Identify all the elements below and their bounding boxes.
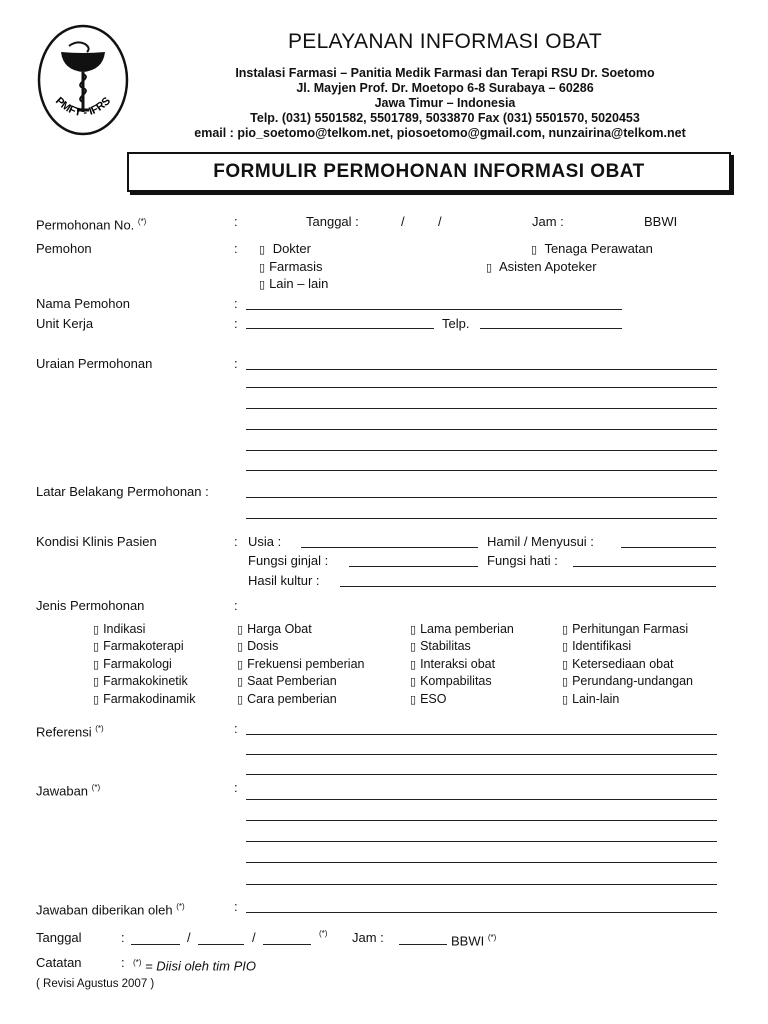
checkbox-icon: ▯ <box>562 641 569 653</box>
jenis-option[interactable]: ▯ Farmakodinamik <box>93 692 196 706</box>
jawaban-line[interactable] <box>246 841 717 842</box>
hamil-label: Hamil / Menyusui : <box>487 534 594 549</box>
latar-line[interactable] <box>246 518 717 519</box>
option-dokter[interactable]: ▯ Dokter <box>259 241 311 256</box>
date-slash: / <box>252 930 256 945</box>
checkbox-icon: ▯ <box>486 262 493 274</box>
nama-pemohon-line[interactable] <box>246 309 622 310</box>
pemohon-label: Pemohon <box>36 241 92 256</box>
checkbox-icon: ▯ <box>93 676 100 688</box>
jawaban-line[interactable] <box>246 820 717 821</box>
referensi-line[interactable] <box>246 754 717 755</box>
jam-label: Jam : <box>532 214 564 229</box>
jawaban-line[interactable] <box>246 862 717 863</box>
usia-label: Usia : <box>248 534 282 549</box>
nama-pemohon-label: Nama Pemohon <box>36 296 130 311</box>
checkbox-icon: ▯ <box>531 244 538 256</box>
bbwi2-label: BBWI (*) <box>451 933 497 949</box>
checkbox-icon: ▯ <box>410 676 417 688</box>
option-tenaga-perawatan[interactable]: ▯ Tenaga Perawatan <box>531 241 653 256</box>
hamil-line[interactable] <box>621 547 716 548</box>
colon: : <box>234 780 238 795</box>
colon: : <box>234 316 238 331</box>
unit-kerja-label: Unit Kerja <box>36 316 94 331</box>
jam-line[interactable] <box>399 944 447 945</box>
jam2-label: Jam : <box>352 930 384 945</box>
tanggal2-label: Tanggal <box>36 930 82 945</box>
permohonan-no-label: Permohonan No. (*) <box>36 217 147 233</box>
checkbox-icon: ▯ <box>562 624 569 636</box>
colon: : <box>234 899 238 914</box>
jenis-option[interactable]: ▯ Lama pemberian <box>410 622 514 636</box>
jenis-option[interactable]: ▯ Farmakokinetik <box>93 674 188 688</box>
referensi-label: Referensi (*) <box>36 724 104 740</box>
jenis-option[interactable]: ▯ Ketersediaan obat <box>562 657 674 671</box>
form-title: FORMULIR PERMOHONAN INFORMASI OBAT <box>213 161 645 182</box>
uraian-line[interactable] <box>246 429 717 430</box>
checkbox-icon: ▯ <box>93 694 100 706</box>
fungsi-ginjal-line[interactable] <box>349 566 478 567</box>
uraian-line[interactable] <box>246 408 717 409</box>
date-slash: / <box>401 214 405 229</box>
checkbox-icon: ▯ <box>259 262 266 274</box>
checkbox-icon: ▯ <box>410 659 417 671</box>
checkbox-icon: ▯ <box>237 659 244 671</box>
jenis-option[interactable]: ▯ Interaksi obat <box>410 657 496 671</box>
latar-line[interactable] <box>246 497 717 498</box>
checkbox-icon: ▯ <box>93 659 100 671</box>
telp-line[interactable] <box>480 328 622 329</box>
jawaban-oleh-label: Jawaban diberikan oleh (*) <box>36 902 185 918</box>
pmft-ifrs-logo <box>33 22 133 142</box>
fungsi-hati-line[interactable] <box>573 566 716 567</box>
jenis-option[interactable]: ▯ Frekuensi pemberian <box>237 657 365 671</box>
checkbox-icon: ▯ <box>410 641 417 653</box>
checkbox-icon: ▯ <box>237 694 244 706</box>
latar-label: Latar Belakang Permohonan : <box>36 484 209 499</box>
jenis-option[interactable]: ▯ Cara pemberian <box>237 692 337 706</box>
unit-kerja-line[interactable] <box>246 328 434 329</box>
tanggal-year-line[interactable] <box>263 944 311 945</box>
usia-line[interactable] <box>301 547 478 548</box>
checkbox-icon: ▯ <box>562 676 569 688</box>
colon: : <box>234 721 238 736</box>
form-title-box <box>127 152 731 192</box>
uraian-line[interactable] <box>246 470 717 471</box>
colon: : <box>234 241 238 256</box>
header-phone: Telp. (031) 5501582, 5501789, 5033870 Fax (031) 5501570, 5020453 <box>250 111 640 125</box>
colon: : <box>234 214 238 229</box>
hasil-kultur-label: Hasil kultur : <box>248 573 320 588</box>
jawaban-line[interactable] <box>246 884 717 885</box>
header-address: Jl. Mayjen Prof. Dr. Moetopo 6-8 Surabaya – 60286 <box>296 81 594 95</box>
jenis-option[interactable]: ▯ Stabilitas <box>410 639 471 653</box>
mark: (*) <box>319 929 328 938</box>
checkbox-icon: ▯ <box>410 624 417 636</box>
uraian-line[interactable] <box>246 369 717 370</box>
colon: : <box>121 930 125 945</box>
checkbox-icon: ▯ <box>93 624 100 636</box>
checkbox-icon: ▯ <box>562 659 569 671</box>
telp-label: Telp. <box>442 316 470 331</box>
checkbox-icon: ▯ <box>237 641 244 653</box>
checkbox-icon: ▯ <box>237 676 244 688</box>
jenis-option[interactable]: ▯ Kompabilitas <box>410 674 492 688</box>
colon: : <box>234 534 238 549</box>
colon: : <box>234 356 238 371</box>
option-lain[interactable]: ▯ Lain – lain <box>259 276 329 291</box>
jenis-option[interactable]: ▯ Perundang-undangan <box>562 674 694 688</box>
option-farmasis[interactable]: ▯ Farmasis <box>259 259 323 274</box>
referensi-line[interactable] <box>246 774 717 775</box>
org-title: PELAYANAN INFORMASI OBAT <box>287 30 603 53</box>
jenis-option[interactable]: ▯ Farmakoterapi <box>93 639 184 653</box>
jenis-label: Jenis Permohonan <box>36 598 145 613</box>
jenis-option[interactable]: ▯ Saat Pemberian <box>237 674 337 688</box>
header-region: Jawa Timur – Indonesia <box>374 96 516 110</box>
fungsi-hati-label: Fungsi hati : <box>487 553 558 568</box>
bbwi-label: BBWI <box>644 214 678 229</box>
jenis-option[interactable]: ▯ Harga Obat <box>237 622 312 636</box>
jenis-option[interactable]: ▯ ESO <box>410 692 447 706</box>
checkbox-icon: ▯ <box>259 244 266 256</box>
tanggal-day-line[interactable] <box>131 944 180 945</box>
checkbox-icon: ▯ <box>259 279 266 291</box>
jenis-option[interactable]: ▯ Identifikasi <box>562 639 632 653</box>
date-slash: / <box>438 214 442 229</box>
catatan-text: (*) = Diisi oleh tim PIO <box>133 958 256 974</box>
revisi-note: ( Revisi Agustus 2007 ) <box>36 978 155 990</box>
referensi-line[interactable] <box>246 734 717 735</box>
jawaban-oleh-line[interactable] <box>246 912 717 913</box>
jenis-option[interactable]: ▯ Dosis <box>237 639 279 653</box>
option-asisten-apoteker[interactable]: ▯ Asisten Apoteker <box>486 259 597 274</box>
header-email: email : pio_soetomo@telkom.net, piosoetomo@gmail.com, nunzairina@telkom.net <box>194 126 686 140</box>
jenis-option[interactable]: ▯ Farmakologi <box>93 657 172 671</box>
jenis-option[interactable]: ▯ Lain-lain <box>562 692 620 706</box>
header-institution: Instalasi Farmasi – Panitia Medik Farmasi dan Terapi RSU Dr. Soetomo <box>235 66 655 80</box>
colon: : <box>234 598 238 613</box>
uraian-line[interactable] <box>246 450 717 451</box>
checkbox-icon: ▯ <box>237 624 244 636</box>
jenis-option[interactable]: ▯ Perhitungan Farmasi <box>562 622 689 636</box>
jawaban-line[interactable] <box>246 799 717 800</box>
tanggal-month-line[interactable] <box>198 944 244 945</box>
catatan-label: Catatan <box>36 955 82 970</box>
jenis-option[interactable]: ▯ Indikasi <box>93 622 146 636</box>
jawaban-label: Jawaban (*) <box>36 783 101 799</box>
uraian-label: Uraian Permohonan <box>36 356 153 371</box>
date-slash: / <box>187 930 191 945</box>
fungsi-ginjal-label: Fungsi ginjal : <box>248 553 329 568</box>
checkbox-icon: ▯ <box>562 694 569 706</box>
uraian-line[interactable] <box>246 387 717 388</box>
logo-text: PMFT - IFRS <box>52 95 114 120</box>
hasil-kultur-line[interactable] <box>340 586 716 587</box>
colon: : <box>234 296 238 311</box>
tanggal-label: Tanggal : <box>306 214 359 229</box>
checkbox-icon: ▯ <box>410 694 417 706</box>
colon: : <box>121 955 125 970</box>
checkbox-icon: ▯ <box>93 641 100 653</box>
kondisi-label: Kondisi Klinis Pasien <box>36 534 157 549</box>
